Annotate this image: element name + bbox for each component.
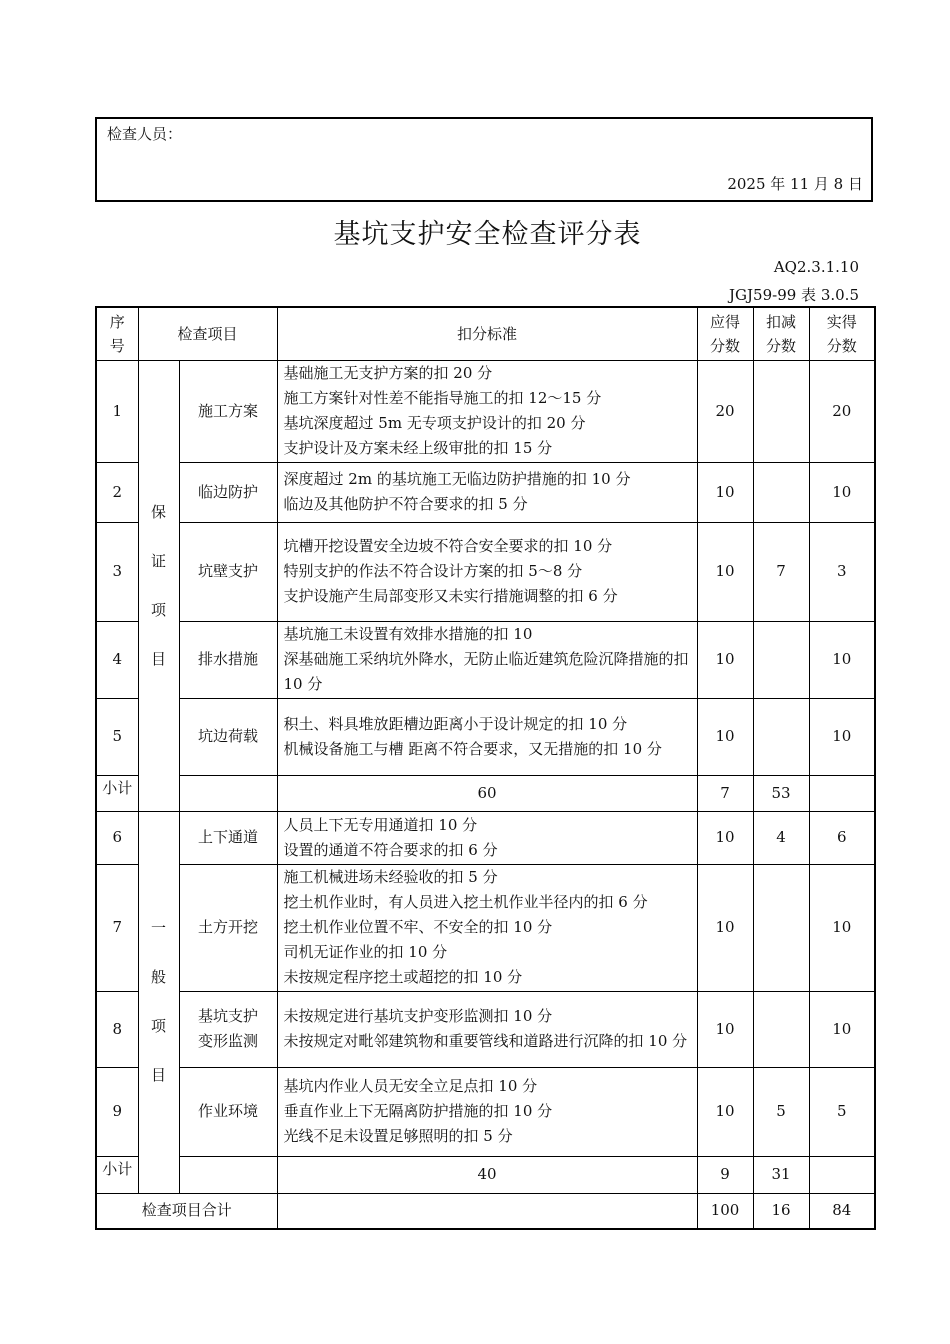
row-actual: 10 (809, 462, 875, 522)
header-deduct: 扣减 分数 (753, 307, 809, 360)
row-due: 10 (697, 462, 753, 522)
header-actual: 实得 分数 (809, 307, 875, 360)
row-due: 20 (697, 360, 753, 462)
row-due: 10 (697, 991, 753, 1067)
row-seq: 9 (96, 1067, 138, 1156)
row-deduct (753, 864, 809, 991)
row-deduct: 9 (697, 1156, 753, 1193)
table-row (96, 991, 875, 1067)
row-actual: 53 (753, 775, 809, 811)
row-item-name: 临边防护 (179, 462, 277, 522)
row-deduct: 7 (753, 522, 809, 621)
subtotal-label: 小计 (96, 775, 138, 811)
row-criteria: 基坑施工未设置有效排水措施的扣 10 深基础施工采纳坑外降水，无防止临近建筑危险沉降措施的扣 10 分 (277, 621, 697, 698)
row-due: 40 (277, 1156, 697, 1193)
row-actual: 31 (753, 1156, 809, 1193)
row-actual: 10 (809, 698, 875, 775)
row-due: 10 (697, 811, 753, 864)
row-criteria: 积土、料具堆放距槽边距离小于设计规定的扣 10 分 机械设备施工与槽 距离不符合要求，又无措施的扣 10 分 (277, 698, 697, 775)
table-row (96, 522, 875, 621)
row-criteria: 坑槽开挖设置安全边坡不符合安全要求的扣 10 分 特别支护的作法不符合设计方案的扣 5～8 分 支护设施产生局部变形又未实行措施调整的扣 6 分 (277, 522, 697, 621)
row-seq: 3 (96, 522, 138, 621)
row-item-name: 土方开挖 (179, 864, 277, 991)
row-item-name: 施工方案 (179, 360, 277, 462)
row-actual: 5 (809, 1067, 875, 1156)
row-actual: 6 (809, 811, 875, 864)
row-seq: 5 (96, 698, 138, 775)
row-seq: 2 (96, 462, 138, 522)
subtotal-row (96, 775, 875, 811)
total-due: 100 (697, 1193, 753, 1229)
row-actual: 3 (809, 522, 875, 621)
header-seq: 序 号 (96, 307, 138, 360)
row-due: 60 (277, 775, 697, 811)
total-actual: 84 (809, 1193, 875, 1229)
total-label: 检查项目合计 (96, 1193, 277, 1229)
row-deduct (753, 698, 809, 775)
table-row (96, 811, 875, 864)
score-table (95, 306, 876, 1230)
header-item: 检查项目 (138, 307, 277, 360)
row-criteria: 未按规定进行基坑支护变形监测扣 10 分 未按规定对毗邻建筑物和重要管线和道路进行沉降的扣 10 分 (277, 991, 697, 1067)
header-criteria: 扣分标准 (277, 307, 697, 360)
inspector-label: 检查人员： (107, 125, 183, 143)
row-deduct (753, 462, 809, 522)
table-row (96, 621, 875, 698)
row-due: 10 (697, 522, 753, 621)
row-item-name: 上下通道 (179, 811, 277, 864)
row-due: 10 (697, 698, 753, 775)
row-deduct: 7 (697, 775, 753, 811)
subtotal-label: 小计 (96, 1156, 138, 1193)
subtotal-criteria (179, 775, 277, 811)
row-due: 10 (697, 621, 753, 698)
total-deduct: 16 (753, 1193, 809, 1229)
row-actual: 10 (809, 621, 875, 698)
row-criteria: 人员上下无专用通道扣 10 分 设置的通道不符合要求的扣 6 分 (277, 811, 697, 864)
group-general: 一 般 项 目 (138, 811, 179, 1193)
row-criteria: 施工机械进场未经验收的扣 5 分 挖土机作业时，有人员进入挖土机作业半径内的扣 6 分 挖土机作业位置不牢、不安全的扣 10 分 司机无证作业的扣 10 分 未按规定程序挖土或超挖的扣 10 分 (277, 864, 697, 991)
row-deduct (753, 991, 809, 1067)
table-row (96, 864, 875, 991)
table-row (96, 462, 875, 522)
subtotal-criteria (179, 1156, 277, 1193)
group-guarantee: 保 证 项 目 (138, 360, 179, 811)
table-row (96, 698, 875, 775)
row-seq: 1 (96, 360, 138, 462)
doc-code: AQ2.3.1.10 (773, 258, 859, 276)
table-row (96, 1067, 875, 1156)
row-deduct: 5 (753, 1067, 809, 1156)
row-due: 10 (697, 864, 753, 991)
inspection-date: 2025 年 11 月 8 日 (727, 175, 863, 193)
row-item-name: 作业环境 (179, 1067, 277, 1156)
table-header (96, 307, 875, 360)
row-seq: 7 (96, 864, 138, 991)
inspector-box (95, 117, 873, 202)
row-seq: 8 (96, 991, 138, 1067)
row-due: 10 (697, 1067, 753, 1156)
row-deduct (753, 360, 809, 462)
row-item-name: 坑壁支护 (179, 522, 277, 621)
row-seq: 4 (96, 621, 138, 698)
row-actual: 10 (809, 991, 875, 1067)
row-item-name: 坑边荷载 (179, 698, 277, 775)
header-due: 应得 分数 (697, 307, 753, 360)
row-item-name: 排水措施 (179, 621, 277, 698)
row-criteria: 基础施工无支护方案的扣 20 分 施工方案针对性差不能指导施工的扣 12～15 分 基坑深度超过 5m 无专项支护设计的扣 20 分 支护设计及方案未经上级审批的扣 15 分 (277, 360, 697, 462)
row-seq: 6 (96, 811, 138, 864)
row-criteria: 基坑内作业人员无安全立足点扣 10 分 垂直作业上下无隔离防护措施的扣 10 分 光线不足未设置足够照明的扣 5 分 (277, 1067, 697, 1156)
row-deduct (753, 621, 809, 698)
row-actual: 20 (809, 360, 875, 462)
row-deduct: 4 (753, 811, 809, 864)
table-row (96, 360, 875, 462)
total-criteria (277, 1193, 697, 1229)
standard-code: JGJ59-99 表 3.0.5 (729, 286, 859, 304)
row-criteria: 深度超过 2m 的基坑施工无临边防护措施的扣 10 分 临边及其他防护不符合要求的扣 5 分 (277, 462, 697, 522)
subtotal-row (96, 1156, 875, 1193)
row-item-name: 基坑支护 变形监测 (179, 991, 277, 1067)
page-title: 基坑支护安全检查评分表 (333, 219, 642, 250)
row-actual: 10 (809, 864, 875, 991)
total-row (96, 1193, 875, 1229)
